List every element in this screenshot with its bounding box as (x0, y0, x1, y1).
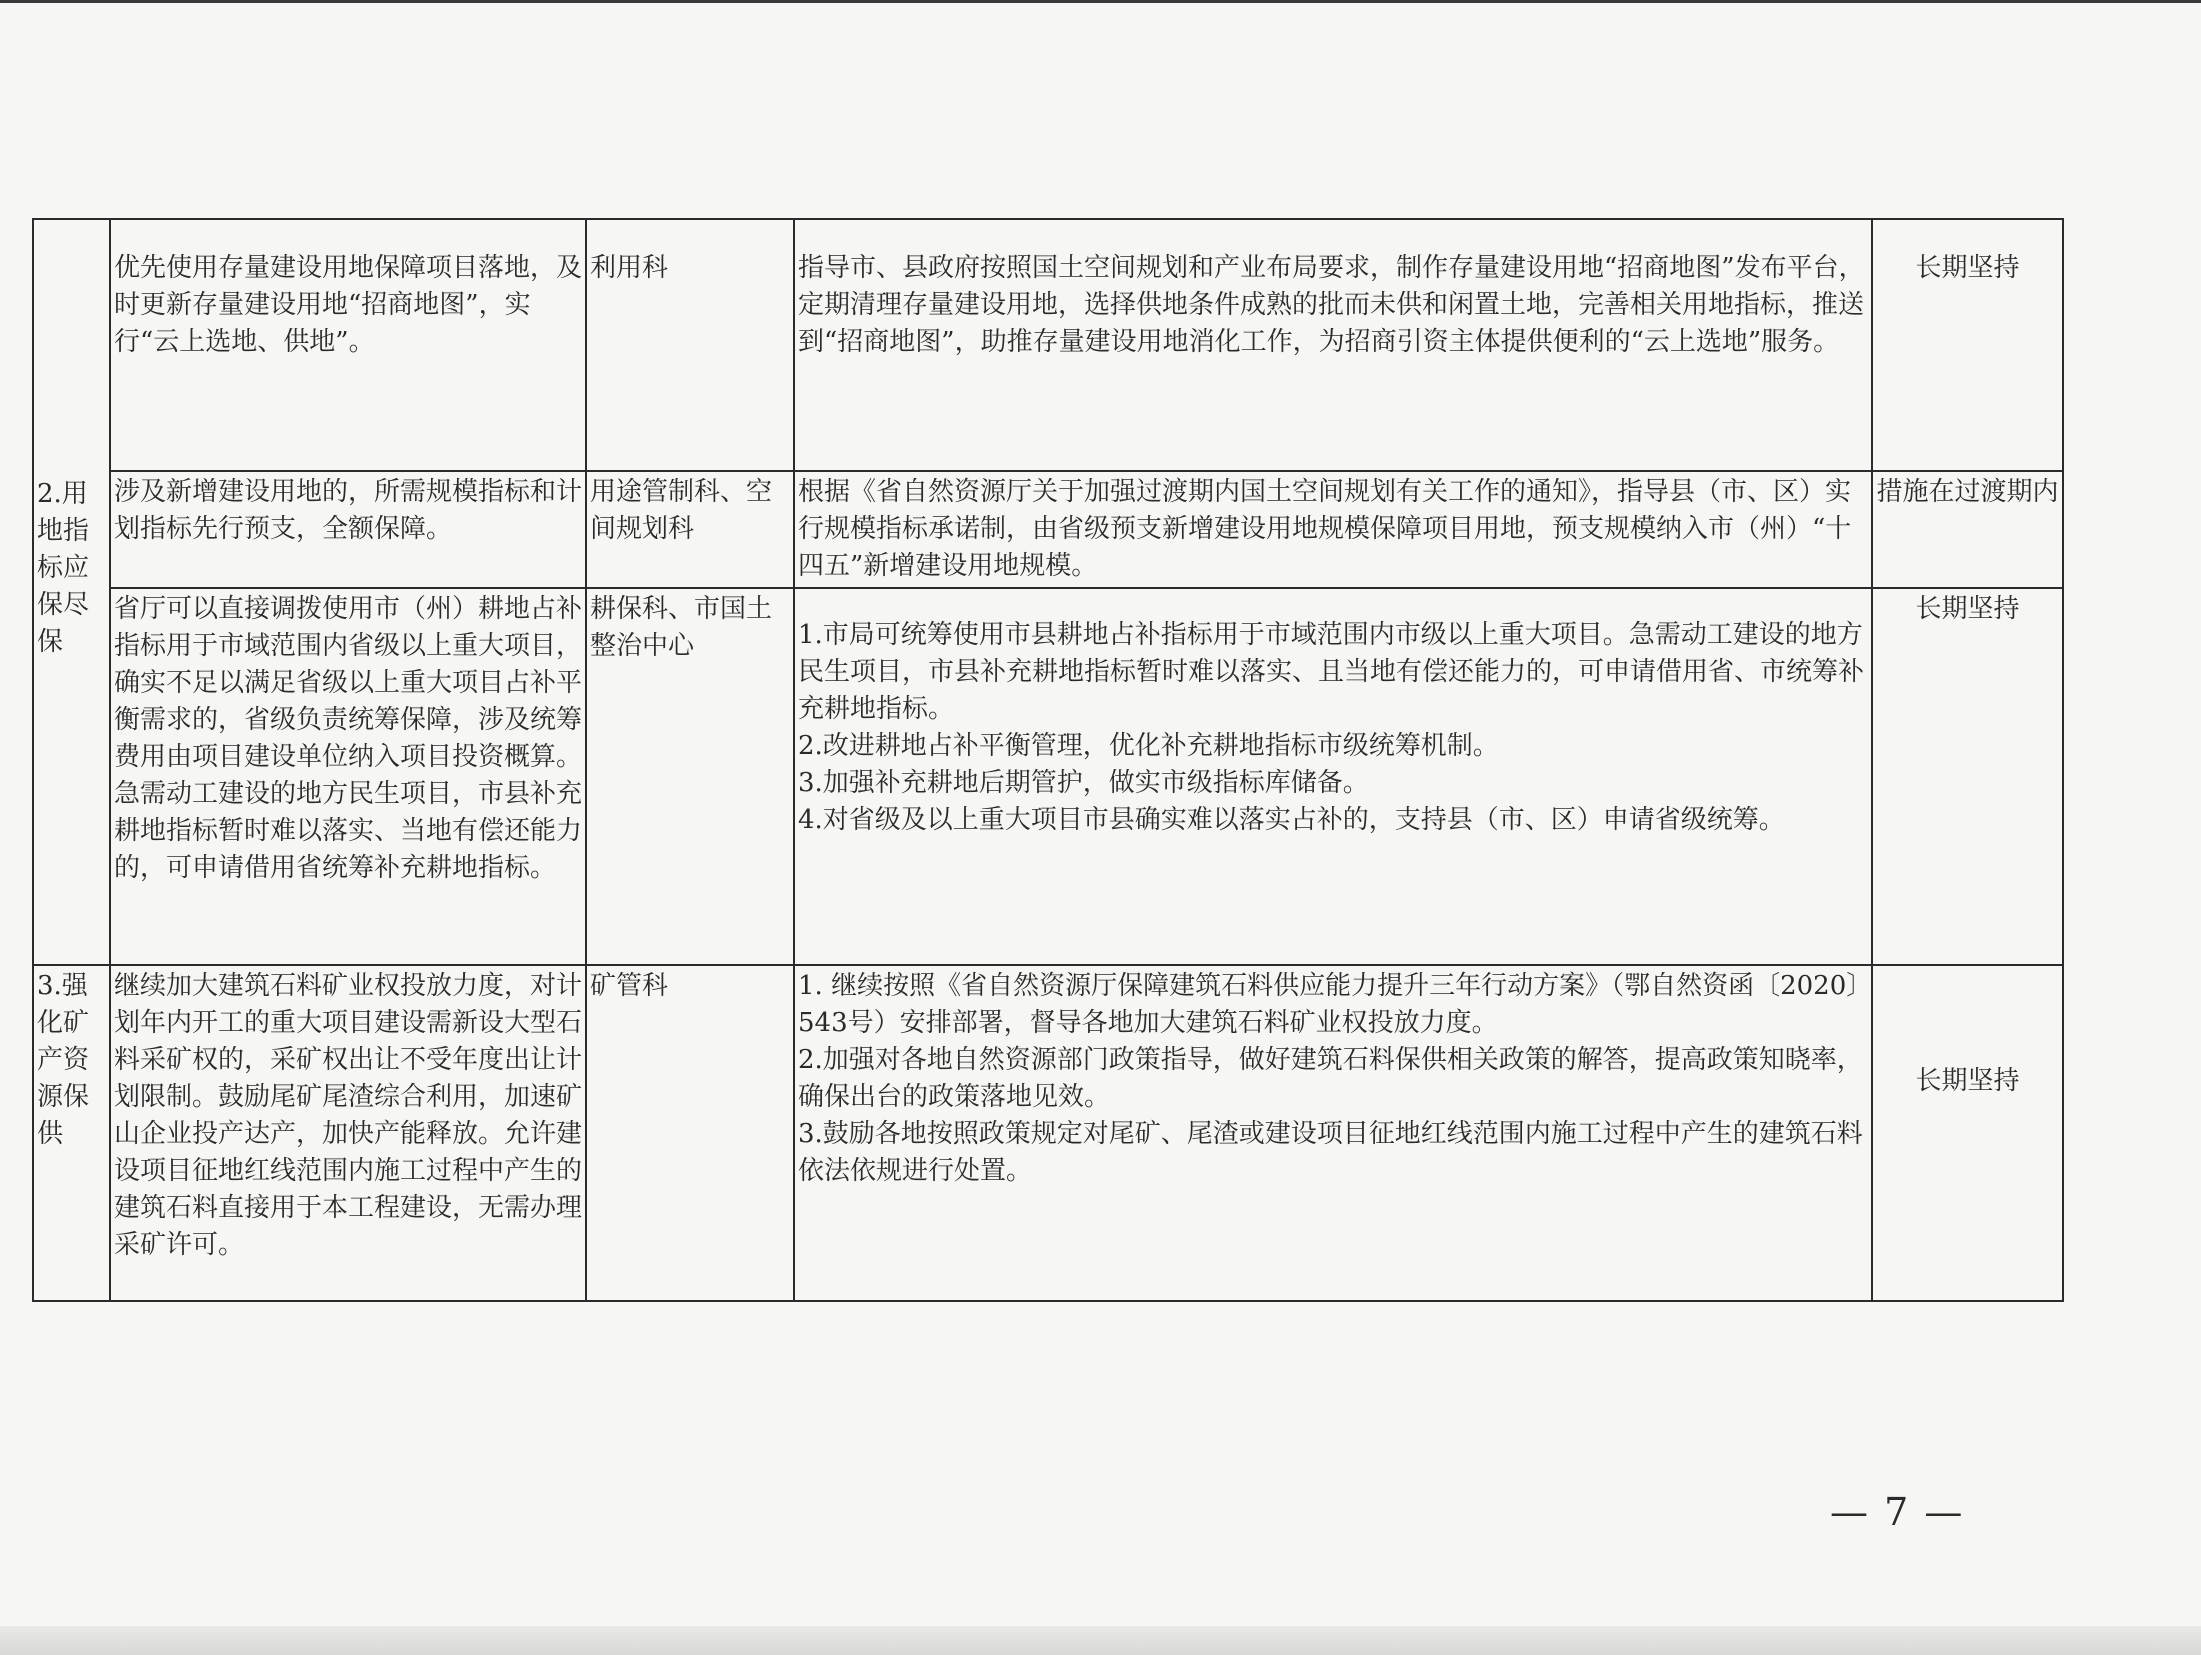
measure-item: 3.鼓励各地按照政策规定对尾矿、尾渣或建设项目征地红线范围内施工过程中产生的建筑石料依法依规进行处置。 (798, 1119, 1863, 1186)
table-row (33, 965, 2063, 1301)
department-cell: 矿管科 (586, 965, 794, 1301)
timeline-cell: 长期坚持 (1872, 219, 2063, 471)
measures-cell (794, 588, 1872, 965)
measures-cell (794, 965, 1872, 1301)
timeline-cell: 措施在过渡期内 (1872, 471, 2063, 588)
measure-item: 2.加强对各地自然资源部门政策指导，做好建筑石料保供相关政策的解答，提高政策知晓率，确保出台的政策落地见效。 (798, 1045, 1863, 1112)
category-cell (33, 965, 110, 1301)
department-cell: 耕保科、市国土整治中心 (586, 588, 794, 965)
measure-item: 2.改进耕地占补平衡管理，优化补充耕地指标市级统筹机制。 (798, 731, 1499, 761)
timeline-cell: 长期坚持 (1872, 588, 2063, 965)
scan-edge-top (0, 0, 2201, 3)
table-row (33, 588, 2063, 965)
measure-item: 1. 继续按照《省自然资源厅保障建筑石料供应能力提升三年行动方案》（鄂自然资函〔2020〕543号）安排部署，督导各地加大建筑石料矿业权投放力度。 (798, 971, 1860, 1038)
table-row (33, 471, 2063, 588)
measures-cell: 根据《省自然资源厅关于加强过渡期内国土空间规划有关工作的通知》，指导县（市、区）实行规模指标承诺制，由省级预支新增建设用地规模保障项目用地，预支规模纳入市（州）“十四五”新增建设用地规模。 (794, 471, 1872, 588)
category-label: 2.用地指标应保尽保 (37, 479, 90, 657)
category-cell (33, 219, 110, 965)
page-number: — 7 — (1830, 1490, 1965, 1534)
policy-cell: 优先使用存量建设用地保障项目落地，及时更新存量建设用地“招商地图”，实行“云上选地、供地”。 (110, 219, 586, 471)
measures-cell: 指导市、县政府按照国土空间规划和产业布局要求，制作存量建设用地“招商地图”发布平台，定期清理存量建设用地，选择供地条件成熟的批而未供和闲置土地，完善相关用地指标，推送到“招商地图”，助推存量建设用地消化工作，为招商引资主体提供便利的“云上选地”服务。 (794, 219, 1872, 471)
policy-table (32, 218, 2064, 1302)
policy-cell: 省厅可以直接调拨使用市（州）耕地占补指标用于市域范围内省级以上重大项目，确实不足以满足省级以上重大项目占补平衡需求的，省级负责统筹保障，涉及统筹费用由项目建设单位纳入项目投资概算。急需动工建设的地方民生项目，市县补充耕地指标暂时难以落实、当地有偿还能力的，可申请借用省统筹补充耕地指标。 (110, 588, 586, 965)
policy-cell: 涉及新增建设用地的，所需规模指标和计划指标先行预支，全额保障。 (110, 471, 586, 588)
table-row (33, 219, 2063, 471)
department-cell: 用途管制科、空间规划科 (586, 471, 794, 588)
measure-item: 3.加强补充耕地后期管护，做实市级指标库储备。 (798, 768, 1369, 798)
timeline-cell: 长期坚持 (1872, 965, 2063, 1301)
policy-cell: 继续加大建筑石料矿业权投放力度，对计划年内开工的重大项目建设需新设大型石料采矿权的，采矿权出让不受年度出让计划限制。鼓励尾矿尾渣综合利用，加速矿山企业投产达产，加快产能释放。允许建设项目征地红线范围内施工过程中产生的建筑石料直接用于本工程建设，无需办理采矿许可。 (110, 965, 586, 1301)
department-cell: 利用科 (586, 219, 794, 471)
scan-edge-bottom (0, 1626, 2201, 1655)
category-label: 3.强化矿产资源保供 (37, 971, 90, 1149)
measure-item: 1.市局可统筹使用市县耕地占补指标用于市域范围内市级以上重大项目。急需动工建设的地方民生项目，市县补充耕地指标暂时难以落实、且当地有偿还能力的，可申请借用省、市统筹补充耕地指标。 (798, 620, 1865, 724)
measure-item: 4.对省级及以上重大项目市县确实难以落实占补的，支持县（市、区）申请省级统筹。 (798, 805, 1785, 835)
